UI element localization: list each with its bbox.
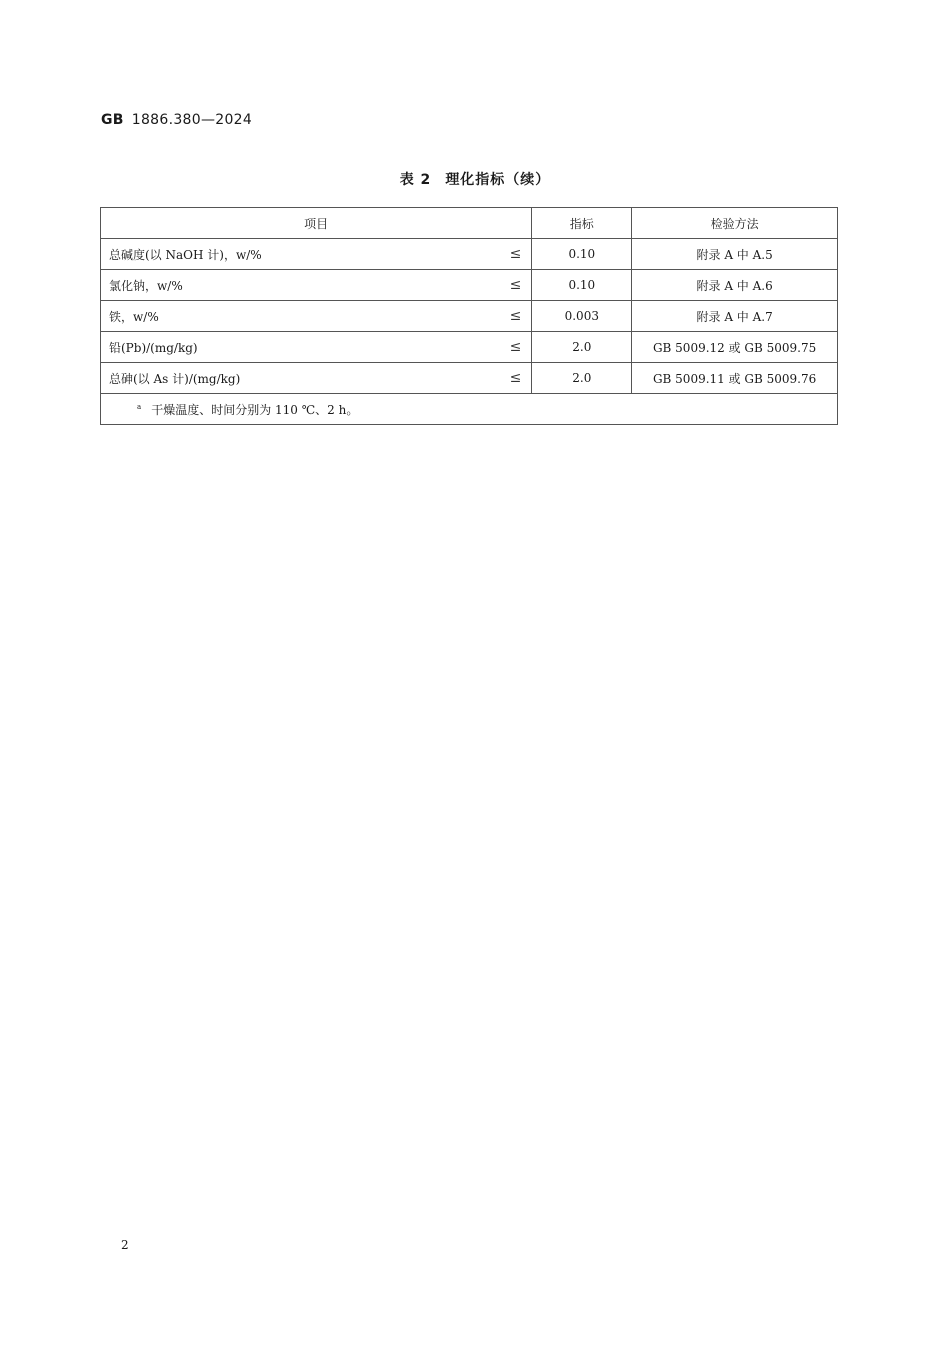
standard-code [101, 112, 252, 128]
item-cell [101, 270, 532, 301]
table-row [101, 332, 838, 363]
column-header-item: 项目 [101, 208, 532, 239]
footnote-cell [101, 394, 838, 425]
item-label: 铅(Pb)/(mg/kg) [109, 340, 198, 355]
standard-prefix: GB [101, 112, 124, 128]
less-equal-sign: ≤ [509, 339, 522, 355]
table-title-text: 理化指标（续） [445, 172, 551, 188]
value-cell: 0.10 [532, 239, 632, 270]
item-cell [101, 301, 532, 332]
item-cell [101, 332, 532, 363]
less-equal-sign: ≤ [509, 308, 522, 324]
method-cell: 附录 A 中 A.5 [632, 239, 838, 270]
table-title-number: 表 2 [399, 172, 432, 188]
table-title [0, 169, 950, 189]
footnote-mark: a [137, 402, 142, 411]
method-cell: 附录 A 中 A.6 [632, 270, 838, 301]
value-cell: 0.003 [532, 301, 632, 332]
item-label: 铁，w/% [109, 309, 159, 324]
table-row [101, 239, 838, 270]
table-footnote-row [101, 394, 838, 425]
method-cell: GB 5009.11 或 GB 5009.76 [632, 363, 838, 394]
footnote-text: 干燥温度、时间分别为 110 ℃、2 h。 [151, 402, 359, 417]
item-label: 氯化钠，w/% [109, 278, 183, 293]
value-cell: 0.10 [532, 270, 632, 301]
less-equal-sign: ≤ [509, 246, 522, 262]
page-number: 2 [121, 1238, 129, 1252]
column-header-method: 检验方法 [632, 208, 838, 239]
spec-table [100, 207, 838, 425]
item-cell [101, 363, 532, 394]
standard-number: 1886.380—2024 [131, 112, 253, 128]
value-cell: 2.0 [532, 363, 632, 394]
table-row [101, 270, 838, 301]
value-cell: 2.0 [532, 332, 632, 363]
table-row [101, 301, 838, 332]
item-cell [101, 239, 532, 270]
item-label: 总碱度(以 NaOH 计)，w/% [109, 247, 262, 262]
method-cell: GB 5009.12 或 GB 5009.75 [632, 332, 838, 363]
item-label: 总砷(以 As 计)/(mg/kg) [109, 371, 241, 386]
table-row [101, 363, 838, 394]
column-header-value: 指标 [532, 208, 632, 239]
less-equal-sign: ≤ [509, 277, 522, 293]
table-header-row [101, 208, 838, 239]
less-equal-sign: ≤ [509, 370, 522, 386]
method-cell: 附录 A 中 A.7 [632, 301, 838, 332]
